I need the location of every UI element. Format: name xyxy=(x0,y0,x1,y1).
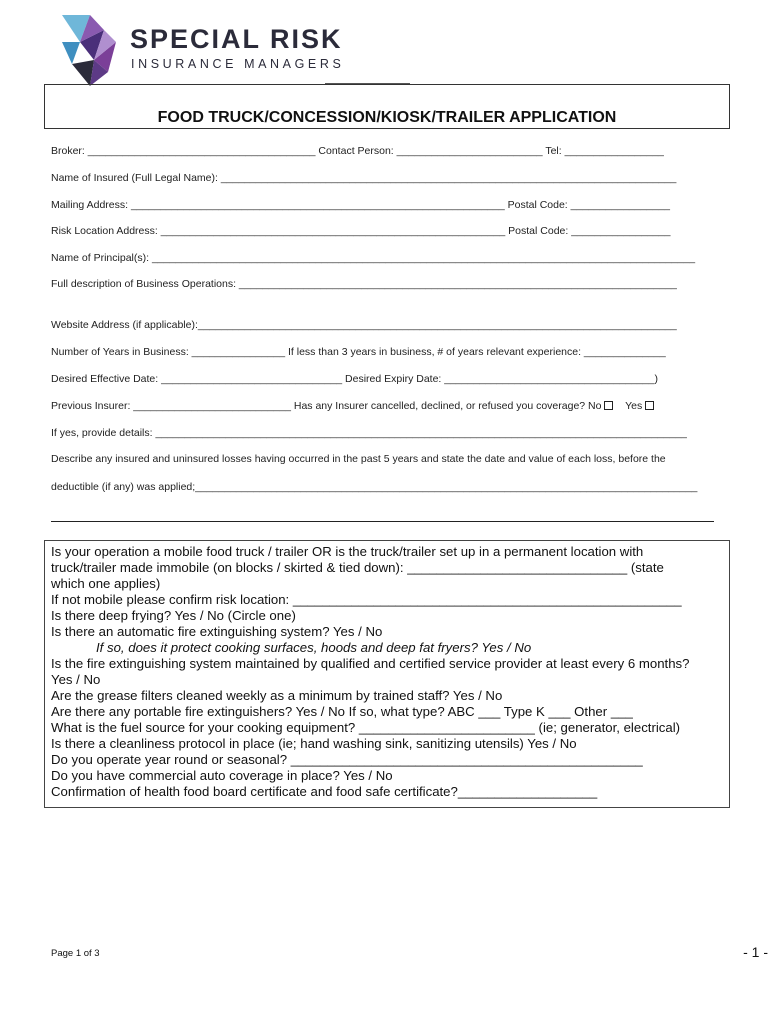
question-line[interactable]: Is there a cleanliness protocol in place (ie; hand washing sink, sanitizing utensils) Yes / No xyxy=(51,736,577,751)
question-line[interactable]: Is there an automatic fire extinguishing system? Yes / No xyxy=(51,624,383,639)
logo-subname: INSURANCE MANAGERS xyxy=(131,57,345,71)
losses-deductible-row[interactable]: deductible (if any) was applied;______________________________________________________________________________________ xyxy=(51,481,698,493)
risk-location-row[interactable]: Risk Location Address: ___________________________________________________________ Postal Code: _________________ xyxy=(51,225,671,237)
mailing-address-row[interactable]: Mailing Address: ________________________________________________________________ Postal Code: _________________ xyxy=(51,199,670,211)
yes-checkbox[interactable] xyxy=(645,401,654,410)
question-line: which one applies) xyxy=(51,576,161,591)
page-number: - 1 - xyxy=(743,944,768,960)
previous-insurer-row[interactable] xyxy=(51,400,654,412)
question-line[interactable]: If so, does it protect cooking surfaces, hoods and deep fat fryers? Yes / No xyxy=(96,640,532,655)
question-line[interactable]: Are the grease filters cleaned weekly as a minimum by trained staff? Yes / No xyxy=(51,688,503,703)
question-line[interactable]: Do you have commercial auto coverage in place? Yes / No xyxy=(51,768,393,783)
question-line[interactable]: Is there deep frying? Yes / No (Circle one) xyxy=(51,608,296,623)
logo-mark-icon xyxy=(60,12,130,90)
answer-line[interactable] xyxy=(51,521,714,522)
principals-row[interactable]: Name of Principal(s): _____________________________________________________________________________________________ xyxy=(51,252,696,264)
questions-box xyxy=(44,540,730,808)
question-line: Is your operation a mobile food truck / trailer OR is the truck/trailer set up in a permanent location with xyxy=(51,544,644,559)
previous-insurer-text: Previous Insurer: ___________________________ Has any Insurer cancelled, declined, or refused you coverage? No xyxy=(51,400,602,412)
yes-label: Yes xyxy=(625,400,643,412)
company-logo xyxy=(60,12,345,90)
question-line[interactable]: Are there any portable fire extinguishers? Yes / No If so, what type? ABC ___ Type K ___ Other ___ xyxy=(51,704,633,719)
page-title: FOOD TRUCK/CONCESSION/KIOSK/TRAILER APPLICATION xyxy=(157,109,617,126)
title-box xyxy=(44,84,730,129)
logo-name: SPECIAL RISK xyxy=(130,24,343,54)
question-line[interactable]: Do you operate year round or seasonal? ________________________________________________ xyxy=(51,752,643,767)
question-line[interactable]: Confirmation of health food board certificate and food safe certificate?___________________ xyxy=(51,784,598,799)
business-operations-row[interactable]: Full description of Business Operations: ___________________________________________________________________________ xyxy=(51,278,677,290)
website-row[interactable]: Website Address (if applicable):__________________________________________________________________________________ xyxy=(51,319,677,331)
question-line: Is the fire extinguishing system maintained by qualified and certified service provider at least every 6 months? xyxy=(51,656,690,671)
insured-name-row[interactable]: Name of Insured (Full Legal Name): ______________________________________________________________________________ xyxy=(51,172,677,184)
no-checkbox[interactable] xyxy=(604,401,613,410)
question-line[interactable]: What is the fuel source for your cooking equipment? ________________________ (ie; generator, electrical) xyxy=(51,720,681,735)
broker-row[interactable]: Broker: _______________________________________ Contact Person: _________________________ Tel: _________________ xyxy=(51,145,664,157)
question-line[interactable]: truck/trailer made immobile (on blocks / skirted & tied down): ______________________________ (state xyxy=(51,560,664,575)
losses-description-row: Describe any insured and uninsured losses having occurred in the past 5 years and state the date and value of each loss, before the xyxy=(51,453,666,465)
question-line[interactable]: If not mobile please confirm risk location: _____________________________________________________ xyxy=(51,592,682,607)
page-indicator: Page 1 of 3 xyxy=(51,948,100,959)
years-in-business-row[interactable]: Number of Years in Business: ________________ If less than 3 years in business, # of years relevant experience: ______________ xyxy=(51,346,666,358)
effective-dates-row[interactable]: Desired Effective Date: _______________________________ Desired Expiry Date: ____________________________________) xyxy=(51,373,658,385)
question-line[interactable]: Yes / No xyxy=(51,672,101,687)
details-row[interactable]: If yes, provide details: ___________________________________________________________________________________________ xyxy=(51,427,687,439)
